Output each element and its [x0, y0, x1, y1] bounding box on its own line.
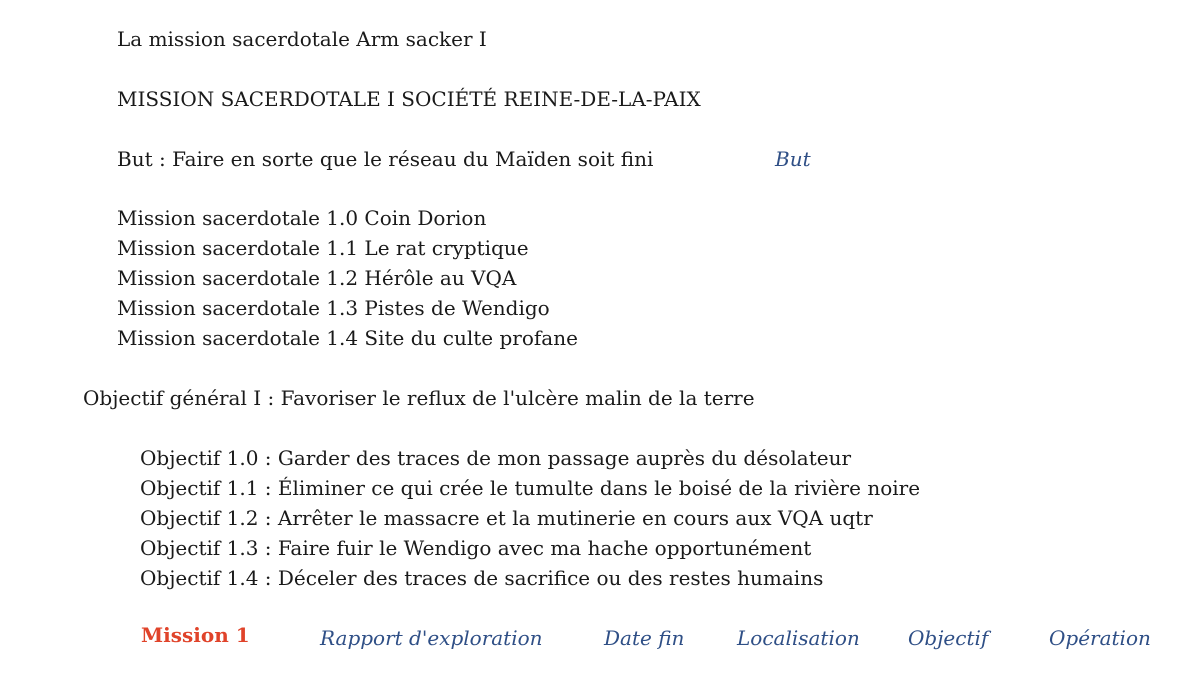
link-objectif[interactable]: Objectif [908, 626, 989, 650]
mission-label: Mission 1 [141, 623, 250, 647]
objective-item: Objectif 1.1 : Éliminer ce qui crée le tumulte dans le boisé de la rivière noire [140, 476, 921, 500]
but-link[interactable]: But [775, 147, 811, 171]
mission-item: Mission sacerdotale 1.4 Site du culte profane [117, 326, 578, 350]
mission-item: Mission sacerdotale 1.1 Le rat cryptique [117, 236, 529, 260]
objective-item: Objectif 1.0 : Garder des traces de mon passage auprès du désolateur [140, 446, 852, 470]
link-localisation[interactable]: Localisation [737, 626, 860, 650]
but-statement: But : Faire en sorte que le réseau du Maïden soit fini [117, 147, 654, 171]
section-heading: MISSION SACERDOTALE I SOCIÉTÉ REINE-DE-LA-PAIX [117, 87, 701, 111]
link-date-fin[interactable]: Date fin [604, 626, 685, 650]
general-objective: Objectif général I : Favoriser le reflux de l'ulcère malin de la terre [83, 386, 755, 410]
objective-item: Objectif 1.4 : Déceler des traces de sacrifice ou des restes humains [140, 566, 824, 590]
objective-item: Objectif 1.3 : Faire fuir le Wendigo avec ma hache opportunément [140, 536, 812, 560]
document-title: La mission sacerdotale Arm sacker I [117, 27, 487, 51]
objective-item: Objectif 1.2 : Arrêter le massacre et la mutinerie en cours aux VQA uqtr [140, 506, 873, 530]
mission-item: Mission sacerdotale 1.2 Hérôle au VQA [117, 266, 517, 290]
mission-item: Mission sacerdotale 1.3 Pistes de Wendigo [117, 296, 550, 320]
mission-item: Mission sacerdotale 1.0 Coin Dorion [117, 206, 487, 230]
link-operation[interactable]: Opération [1049, 626, 1151, 650]
link-rapport-exploration[interactable]: Rapport d'exploration [320, 626, 543, 650]
